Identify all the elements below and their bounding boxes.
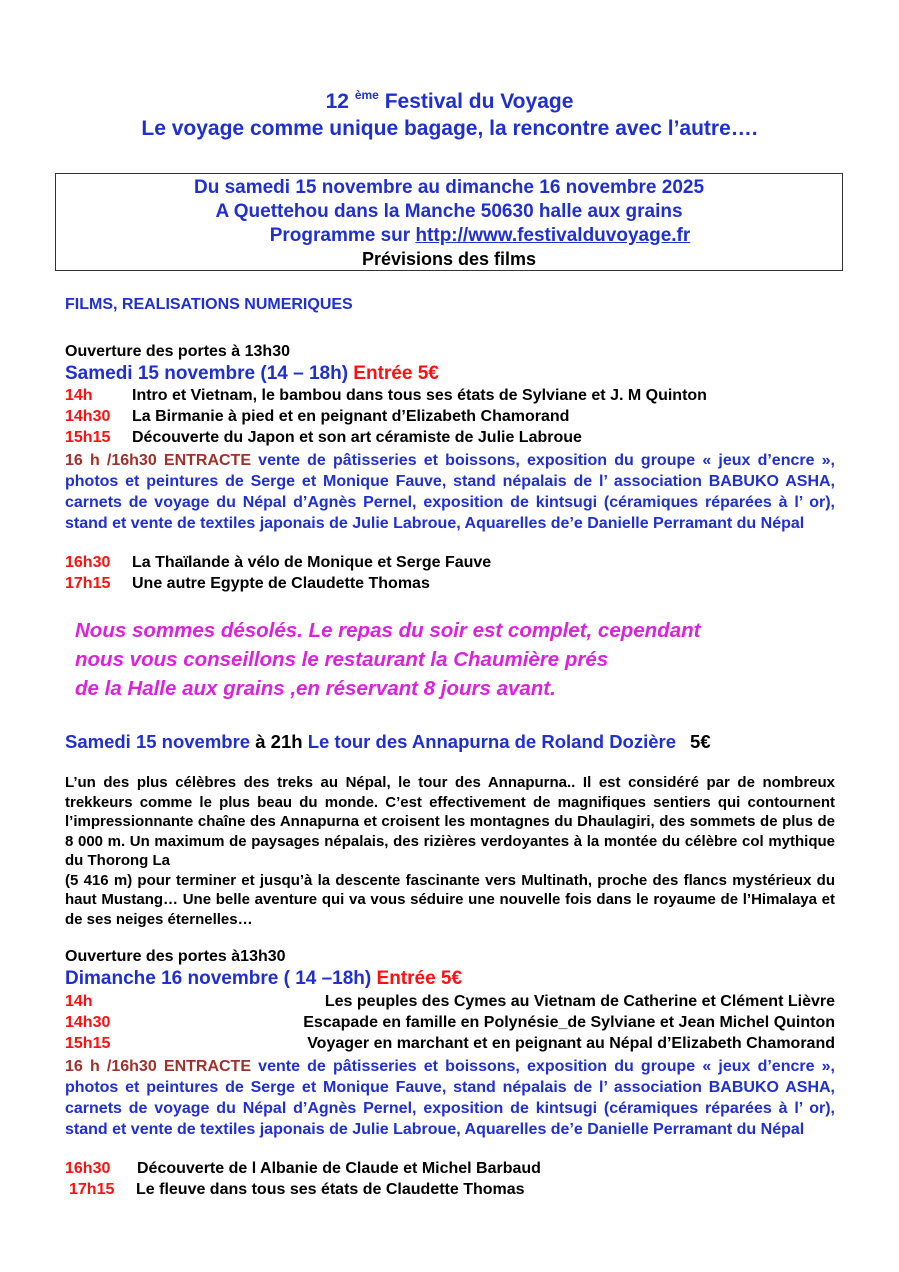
- description-paragraph: (5 416 m) pour terminer et jusqu’à la descente fascinante vers Multinath, proche des flancs mystérieux du haut Mustang… Une belle aventure qui va vous séduire une nouvelle fois dans le royaume de l’Himalaya et de ses neiges éternelles…: [65, 871, 835, 928]
- schedule-item: [65, 575, 430, 593]
- sunday-heading: [65, 968, 462, 990]
- evening-title: Le tour des Annapurna de Roland Dozière: [307, 731, 677, 752]
- intermission-time: 16 h /16h30 ENTRACTE: [65, 452, 252, 469]
- location-line: A Quettehou dans la Manche 50630 halle aux grains: [215, 201, 683, 222]
- schedule-time: 15h15: [65, 429, 111, 446]
- schedule-time: 14h: [65, 993, 93, 1010]
- title-number: 12: [325, 90, 349, 113]
- evening-day: Samedi 15 novembre: [65, 731, 251, 752]
- schedule-time: 17h15: [65, 575, 111, 592]
- intermission-text: vente de pâtisseries et boissons, exposition du groupe « jeux d’encre », photos et peintures de Serge et Monique Fauve, stand népalais de l’ association BABUKO ASHA, carnets de voyage du Népal d’Agnès Pernel, exposition de kintsugi (céramiques réparées à l’ or), stand et vente de textiles japonais de Julie Labroue, Aquarelles de’e Danielle Perramant du Népal: [65, 1058, 836, 1138]
- notice-line-1: Nous sommes désolés. Le repas du soir est complet, cependant: [75, 619, 701, 642]
- schedule-time: 17h15: [69, 1181, 115, 1198]
- schedule-title: Découverte du Japon et son art céramiste de Julie Labroue: [132, 429, 582, 446]
- notice-line-2: nous vous conseillons le restaurant la Chaumière prés: [75, 648, 609, 671]
- notice-line-3: de la Halle aux grains ,en réservant 8 jours avant.: [75, 677, 556, 700]
- saturday-heading: [65, 363, 439, 385]
- schedule-title: La Thaïlande à vélo de Monique et Serge Fauve: [132, 554, 492, 571]
- schedule-time: 16h30: [65, 554, 111, 571]
- description-paragraph: L’un des plus célèbres des treks au Népal, le tour des Annapurna.. Il est considéré par de nombreux trekkeurs comme le plus beau du monde. C’est effectivement de magnifiques sentiers qui contournent l’impressionnante chaîne des Annapurna et croisent les montagnes du Dhaulagiri, des sommets de plus de 8 000 m. Un maximum de paysages népalais, des rizières verdoyantes à la montée du célèbre col mythique du Thorong La: [65, 774, 835, 869]
- schedule-item: [65, 429, 582, 447]
- dates-line: Du samedi 15 novembre au dimanche 16 novembre 2025: [193, 177, 705, 198]
- saturday-intermission: [65, 450, 835, 534]
- schedule-item: [65, 1160, 541, 1178]
- schedule-item: [65, 1035, 835, 1053]
- sunday-heading-text: Dimanche 16 novembre ( 14 –18h): [65, 968, 377, 989]
- schedule-item: [65, 1014, 835, 1032]
- schedule-time: 16h30: [65, 1160, 111, 1177]
- info-box: [55, 173, 843, 271]
- schedule-time: 14h: [65, 387, 93, 404]
- festival-website-link[interactable]: http://www.festivalduvoyage.fr: [415, 225, 691, 246]
- schedule-item: [65, 408, 569, 426]
- festival-subtitle: Le voyage comme unique bagage, la rencontre avec l’autre….: [141, 117, 758, 140]
- schedule-item: [65, 554, 491, 572]
- schedule-title: Découverte de l Albanie de Claude et Michel Barbaud: [137, 1160, 541, 1177]
- schedule-title: Les peuples des Cymes au Vietnam de Catherine et Clément Lièvre: [324, 993, 835, 1010]
- saturday-doors: Ouverture des portes à 13h30: [65, 343, 290, 360]
- schedule-title: La Birmanie à pied et en peignant d’Elizabeth Chamorand: [132, 408, 570, 425]
- intermission-time: 16 h /16h30 ENTRACTE: [65, 1058, 252, 1075]
- dinner-notice: [75, 616, 700, 703]
- films-forecast-line: Prévisions des films: [361, 249, 537, 269]
- schedule-title: Escapade en famille en Polynésie_de Sylviane et Jean Michel Quinton: [303, 1014, 835, 1031]
- saturday-heading-text: Samedi 15 novembre (14 – 18h): [65, 363, 354, 384]
- sunday-intermission: [65, 1056, 835, 1140]
- program-prefix: Programme sur: [269, 225, 416, 246]
- schedule-item: [65, 993, 835, 1011]
- title-superscript: ème: [354, 88, 379, 102]
- sunday-doors: Ouverture des portes à13h30: [65, 948, 286, 965]
- saturday-entry-price: Entrée 5€: [353, 363, 439, 384]
- section-title: FILMS, REALISATIONS NUMERIQUES: [65, 296, 353, 313]
- evening-description: [65, 773, 835, 929]
- schedule-item: [65, 387, 707, 405]
- title-text: Festival du Voyage: [384, 90, 574, 113]
- evening-time: à 21h: [250, 731, 308, 752]
- schedule-title: Une autre Egypte de Claudette Thomas: [132, 575, 430, 592]
- festival-title: [0, 90, 899, 114]
- program-line: [56, 225, 842, 247]
- intermission-text: vente de pâtisseries et boissons, exposition du groupe « jeux d’encre », photos et peintures de Serge et Monique Fauve, stand népalais de l’ association BABUKO ASHA, carnets de voyage du Népal d’Agnès Pernel, exposition de kintsugi (céramiques réparées à l’ or), stand et vente de textiles japonais de Julie Labroue, Aquarelles de’e Danielle Perramant du Népal: [65, 452, 836, 532]
- schedule-time: 14h30: [65, 1014, 111, 1031]
- evening-film-heading: [65, 731, 711, 753]
- schedule-time: 14h30: [65, 408, 111, 425]
- schedule-item: [69, 1181, 525, 1199]
- schedule-time: 15h15: [65, 1035, 111, 1052]
- sunday-entry-price: Entrée 5€: [376, 968, 463, 989]
- schedule-title: Intro et Vietnam, le bambou dans tous ses états de Sylviane et J. M Quinton: [132, 387, 707, 404]
- evening-price: 5€: [690, 731, 711, 752]
- schedule-title: Voyager en marchant et en peignant au Népal d’Elizabeth Chamorand: [307, 1035, 835, 1052]
- schedule-title: Le fleuve dans tous ses états de Claudette Thomas: [136, 1181, 525, 1198]
